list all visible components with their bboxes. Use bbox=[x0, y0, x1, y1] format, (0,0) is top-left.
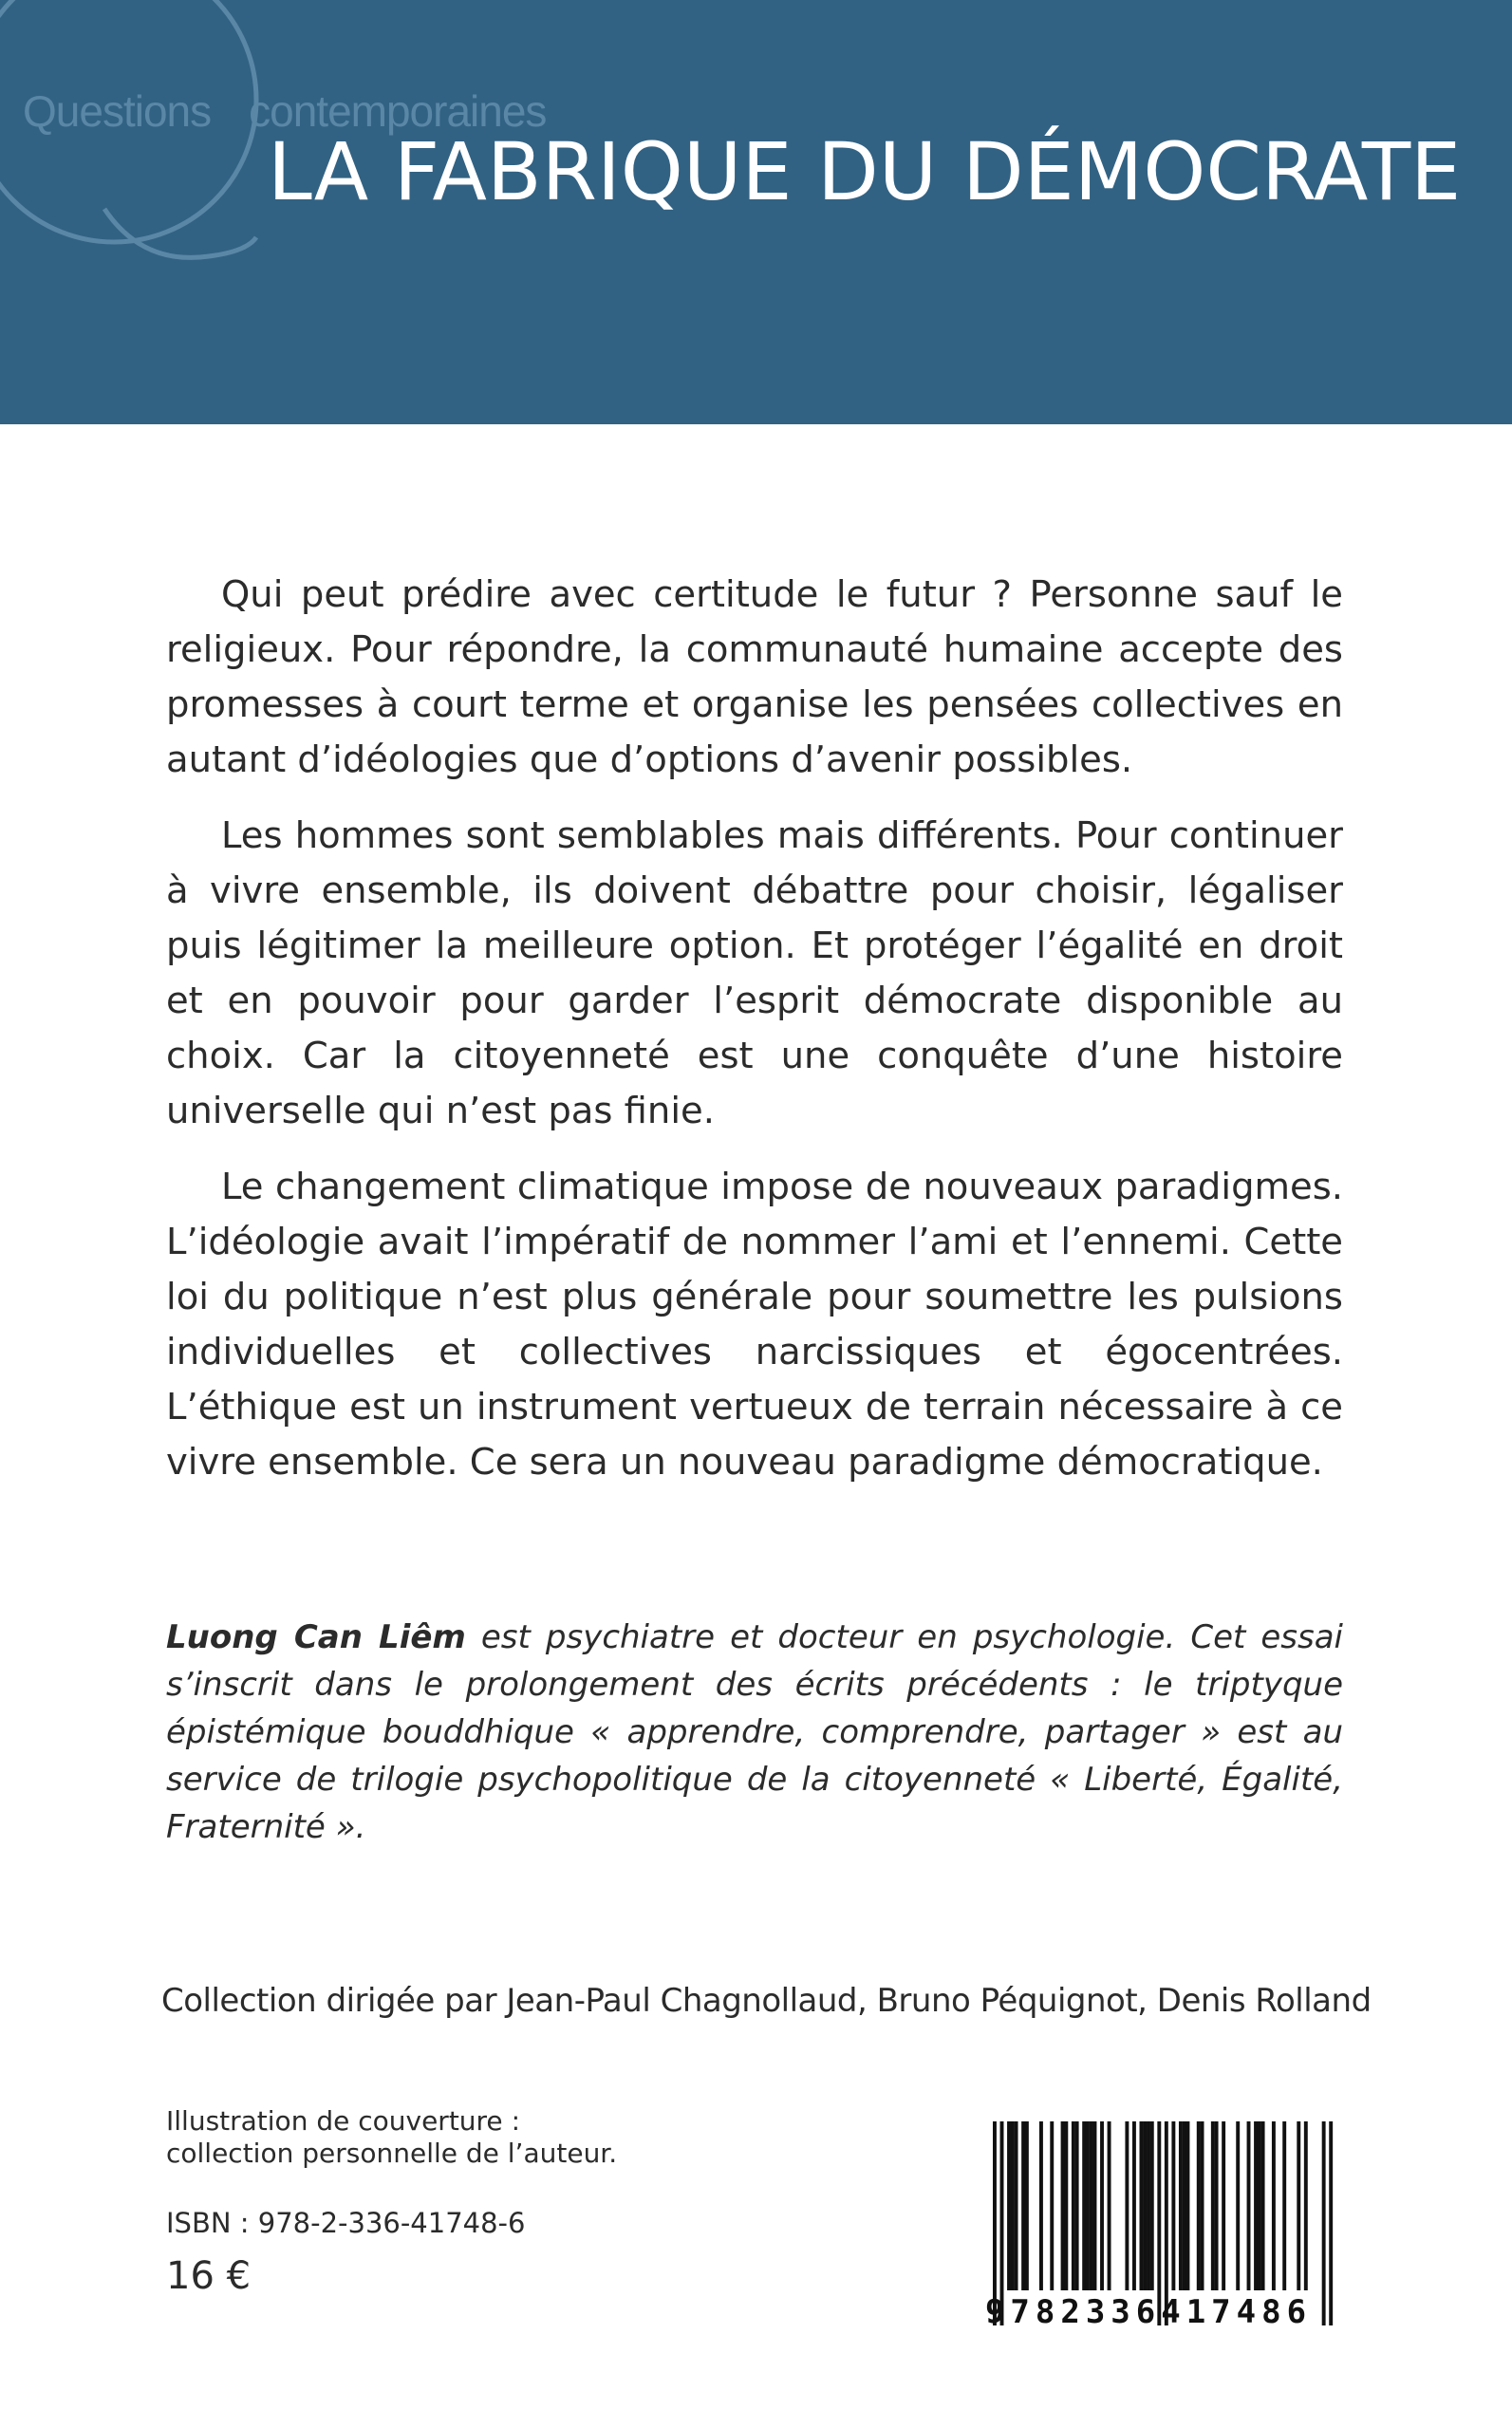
barcode-bar bbox=[1261, 2121, 1265, 2290]
barcode-bar bbox=[1100, 2121, 1104, 2290]
barcode-bar bbox=[1015, 2121, 1018, 2290]
author-name: Luong Can Liêm bbox=[166, 1618, 466, 1656]
barcode-bar bbox=[1254, 2121, 1258, 2290]
barcode-bar bbox=[1197, 2121, 1201, 2290]
barcode-bar bbox=[1082, 2121, 1086, 2290]
barcode-bar bbox=[1011, 2121, 1015, 2290]
illustration-credit-line-2: collection personnelle de l’auteur. bbox=[166, 2138, 618, 2169]
barcode-bar bbox=[1007, 2121, 1011, 2290]
barcode-bar bbox=[1093, 2121, 1097, 2290]
barcode-bar bbox=[1215, 2121, 1219, 2290]
author-bio-text: est psychiatre et docteur en psychologie. Cet essai s’inscrit dans le prolongement des écrits précédents : le triptyque épistémique bouddhique « apprendre, comprendre, partager » est au service de trilogie psychopolitique de la citoyenneté « Liberté, Égalité, Fraternité ». bbox=[166, 1618, 1343, 1846]
barcode-bar bbox=[1108, 2121, 1111, 2290]
barcode-bar bbox=[1086, 2121, 1090, 2290]
blurb bbox=[166, 568, 1343, 1511]
barcode-bar bbox=[1072, 2121, 1075, 2290]
series-word-questions: Questions bbox=[23, 86, 212, 136]
barcode-bar bbox=[1179, 2121, 1183, 2290]
barcode-bar bbox=[1222, 2121, 1225, 2290]
price: 16 € bbox=[166, 2254, 252, 2298]
barcode-bar bbox=[1075, 2121, 1079, 2290]
barcode-bar bbox=[1183, 2121, 1186, 2290]
barcode-bar bbox=[1258, 2121, 1261, 2290]
barcode-bar bbox=[1132, 2121, 1136, 2290]
isbn: ISBN : 978-2-336-41748-6 bbox=[166, 2207, 526, 2239]
barcode-bar bbox=[1185, 2121, 1189, 2290]
barcode-bar bbox=[1125, 2121, 1129, 2290]
collection-directors: Collection dirigée par Jean-Paul Chagnollaud, Bruno Péquignot, Denis Rolland bbox=[161, 1982, 1372, 2020]
barcode-bar bbox=[1171, 2121, 1175, 2290]
barcode-bar bbox=[1140, 2121, 1144, 2290]
barcode-bar bbox=[1021, 2121, 1025, 2290]
series-word-contemporaines: contemporaines bbox=[249, 86, 547, 136]
barcode-bar bbox=[1304, 2121, 1308, 2290]
barcode-bar bbox=[1150, 2121, 1154, 2290]
barcode-bar bbox=[1236, 2121, 1240, 2290]
header-band bbox=[0, 0, 1512, 424]
illustration-credit bbox=[166, 2105, 617, 2170]
barcode-digits: 9782336417486 bbox=[984, 2293, 1313, 2331]
barcode-bar bbox=[1201, 2121, 1204, 2290]
barcode-bar bbox=[1211, 2121, 1215, 2290]
blurb-paragraph-2: Les hommes sont semblables mais différents. Pour continuer à vivre ensemble, ils doivent débattre pour choisir, légaliser puis légitimer la meilleure option. Et protéger l’égalité en droit et en pouvoir pour garder l’esprit démocrate disponible au choix. Car la citoyenneté est une conquête d’une histoire universelle qui n’est pas finie. bbox=[166, 814, 1343, 1132]
q-logo-icon bbox=[0, 0, 304, 332]
blurb-paragraph-3: Le changement climatique impose de nouveaux paradigmes. L’idéologie avait l’impératif de nommer l’ami et l’ennemi. Cette loi du politique n’est plus générale pour soumettre les pulsions individuelles et collectives narcissiques et égocentrées. L’éthique est un instrument vertueux de terrain nécessaire à ce vivre ensemble. Ce sera un nouveau paradigme démocratique. bbox=[166, 1166, 1343, 1484]
barcode-bar bbox=[1272, 2121, 1276, 2290]
author-bio bbox=[166, 1614, 1343, 1851]
barcode-bar bbox=[1050, 2121, 1054, 2290]
blurb-paragraph-1: Qui peut prédire avec certitude le futur ? Personne sauf le religieux. Pour répondre, la communauté humaine accepte des promesses à court terme et organise les pensées collectives en autant d’idéologies que d’options d’avenir possibles. bbox=[166, 573, 1343, 781]
barcode-bar bbox=[1247, 2121, 1251, 2290]
barcode-bar bbox=[1282, 2121, 1286, 2290]
barcode-bar bbox=[1039, 2121, 1043, 2290]
barcode-bar bbox=[1090, 2121, 1093, 2290]
barcode-bar bbox=[1061, 2121, 1065, 2290]
barcode-bar bbox=[1025, 2121, 1029, 2290]
barcode-bar bbox=[1297, 2121, 1300, 2290]
barcode-bar bbox=[1147, 2121, 1150, 2290]
book-title: LA FABRIQUE DU DÉMOCRATE bbox=[268, 125, 1462, 218]
illustration-credit-line-1: Illustration de couverture : bbox=[166, 2105, 520, 2137]
barcode-bar bbox=[1064, 2121, 1068, 2290]
barcode-bar bbox=[1143, 2121, 1147, 2290]
